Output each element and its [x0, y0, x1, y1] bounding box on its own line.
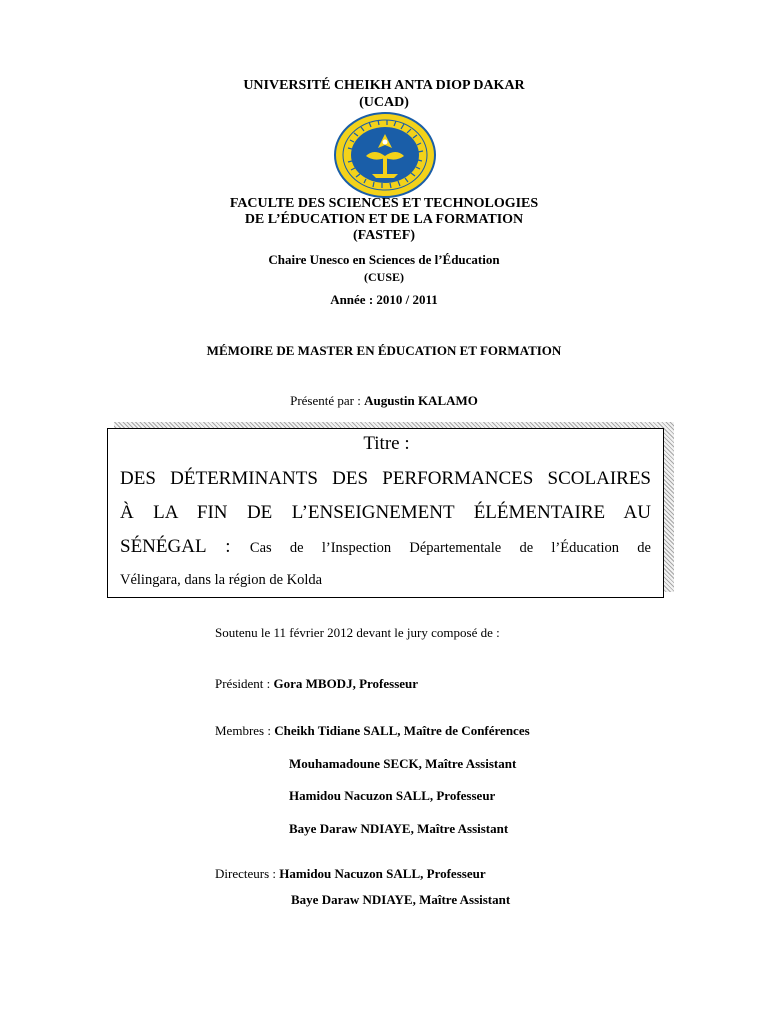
director-1: Hamidou Nacuzon SALL, Professeur: [279, 866, 486, 881]
title-line-4: Vélingara, dans la région de Kolda: [120, 572, 323, 588]
chair-name: Chaire Unesco en Sciences de l’Éducation: [268, 252, 500, 267]
faculty-line2: DE L’ÉDUCATION ET DE LA FORMATION: [244, 212, 524, 227]
faculty-abbr: (FASTEF): [353, 228, 415, 243]
president-label: Président :: [215, 676, 271, 691]
defense-date: Soutenu le 11 février 2012 devant le jury composé de :: [215, 625, 500, 640]
jury-members: [215, 723, 530, 739]
jury-directors: [215, 866, 486, 882]
member-1: Cheikh Tidiane SALL, Maître de Conférences: [274, 723, 530, 738]
author-name: Augustin KALAMO: [364, 393, 478, 408]
title-line-3: [120, 536, 651, 559]
thesis-type: MÉMOIRE DE MASTER EN ÉDUCATION ET FORMATION: [206, 343, 562, 358]
member-4: Baye Daraw NDIAYE, Maître Assistant: [289, 821, 509, 836]
presented-by: [0, 393, 768, 409]
chair-abbr: (CUSE): [363, 270, 404, 284]
directors-label: Directeurs :: [215, 866, 277, 881]
title-subtitle: Cas de l’Inspection Départementale de l’Éducation de: [249, 540, 651, 556]
presented-label: Présenté par :: [290, 393, 361, 408]
faculty-line1: FACULTE DES SCIENCES ET TECHNOLOGIES: [229, 196, 539, 211]
title-line-1: DES DÉTERMINANTS DES PERFORMANCES SCOLAIRES: [120, 468, 651, 489]
title-box: [107, 428, 664, 598]
university-name: UNIVERSITÉ CHEIKH ANTA DIOP DAKAR: [243, 78, 525, 93]
jury-president: [215, 676, 418, 692]
director-2: Baye Daraw NDIAYE, Maître Assistant: [291, 892, 511, 907]
member-2: Mouhamadoune SECK, Maître Assistant: [289, 756, 517, 771]
title-label: Titre :: [363, 433, 410, 454]
university-abbr: (UCAD): [359, 95, 409, 110]
president-name: Gora MBODJ, Professeur: [273, 676, 419, 691]
members-label: Membres :: [215, 723, 271, 738]
title-line-2: À LA FIN DE L’ENSEIGNEMENT ÉLÉMENTAIRE AU: [120, 502, 651, 523]
member-3: Hamidou Nacuzon SALL, Professeur: [289, 788, 496, 803]
ucad-seal-logo: [334, 112, 436, 198]
title-country: SÉNÉGAL :: [120, 536, 231, 557]
academic-year: Année : 2010 / 2011: [330, 292, 438, 307]
